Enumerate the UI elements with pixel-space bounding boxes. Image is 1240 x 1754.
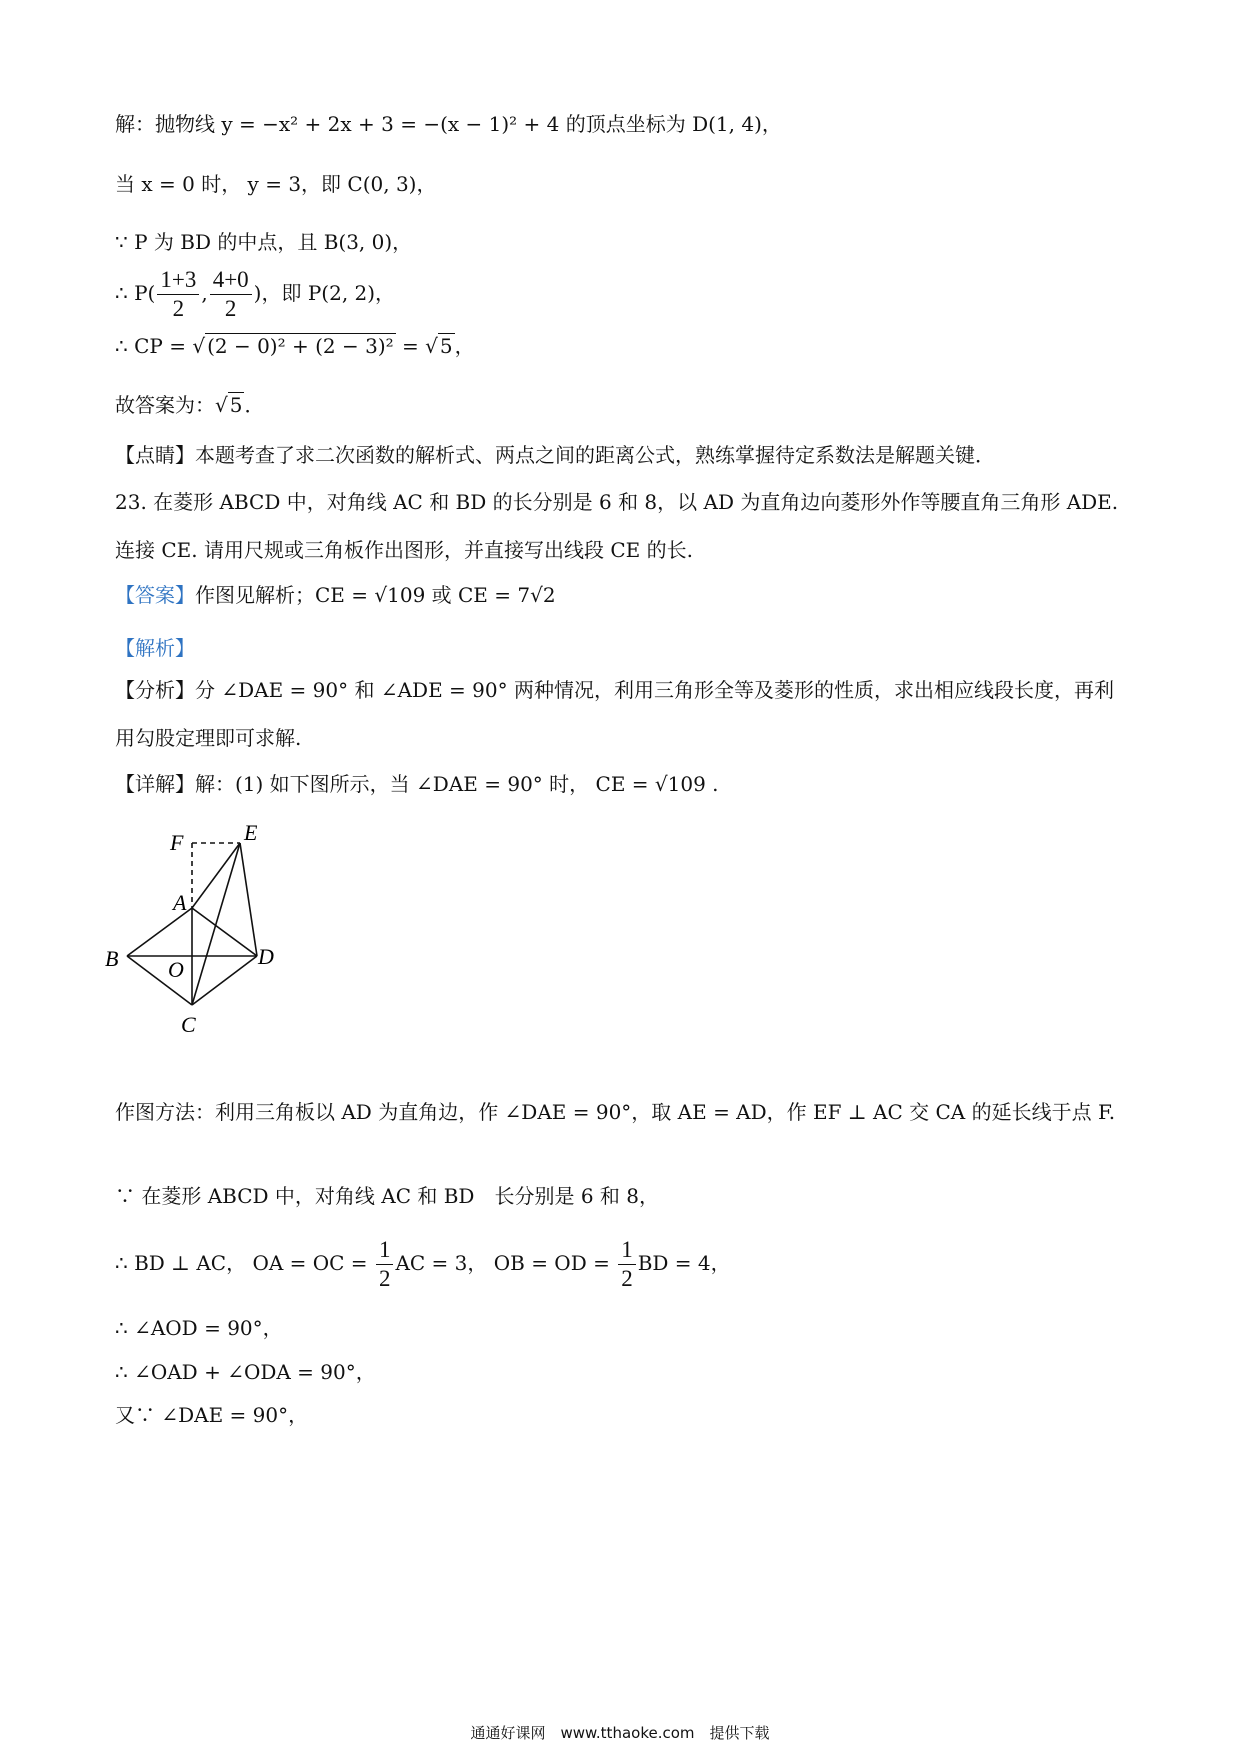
- fenxi-paragraph: 【分析】分 ∠DAE = 90° 和 ∠ADE = 90° 两种情况，利用三角形全等及菱形的性质，求出相应线段长度，再利用勾股定理即可求解.: [115, 678, 1114, 750]
- segment-ae: [192, 843, 240, 908]
- step-dae: 又∵ ∠DAE = 90°，: [115, 1403, 309, 1427]
- cp-prefix: ∴ CP =: [115, 334, 193, 358]
- analysis-tag: 【解析】: [115, 636, 195, 660]
- step-oad-oda: ∴ ∠OAD + ∠ODA = 90°，: [115, 1360, 376, 1384]
- half-fraction-2: [618, 1236, 636, 1293]
- fraction-y-num: 4+0: [210, 266, 252, 295]
- half-2-num: 1: [618, 1236, 636, 1265]
- p-prefix: ∴ P(: [115, 281, 156, 305]
- line-cp-length: ∴ CP = √ (2 − 0)² + (2 − 3)² = √ 5 ，: [115, 334, 475, 358]
- half-2-den: 2: [621, 1266, 633, 1291]
- line-vertex: 解：抛物线 y = −x² + 2x + 3 = −(x − 1)² + 4 的顶点坐标为 D(1, 4)，: [115, 112, 782, 136]
- half-fraction-1: [376, 1236, 394, 1293]
- s2-part-c: BD = 4，: [637, 1251, 731, 1275]
- method-paragraph: 作图方法：利用三角板以 AD 为直角边，作 ∠DAE = 90°，取 AE = AD，作 EF ⊥ AC 交 CA 的延长线于点 F.: [115, 1100, 1116, 1124]
- segment-cd: [192, 956, 257, 1005]
- line-answer-23: [115, 583, 556, 607]
- answer-text: 作图见解析；CE = √109 或 CE = 7√2: [195, 583, 556, 607]
- footer-source: 通通好课网 www.tthaoke.com 提供下载: [470, 1724, 770, 1742]
- label-a: A: [173, 890, 187, 915]
- segment-da: [192, 908, 257, 956]
- label-d: D: [258, 944, 274, 969]
- line-answer-22: 故答案为：√ 5 ．: [115, 393, 265, 417]
- ans22-prefix: 故答案为：: [115, 393, 215, 417]
- line-p-coords: ∴ P( $\frac{1+3}{2}$ , $\frac{4+0}{2}$ )，即 P(2, 2)，: [115, 267, 396, 321]
- s2-part-a: ∴ BD ⊥ AC， OA = OC =: [115, 1251, 374, 1275]
- segment-ed: [240, 843, 257, 956]
- step-perpendicular: [115, 1236, 731, 1293]
- label-o: O: [168, 957, 184, 982]
- answer-tag: 【答案】: [115, 583, 195, 607]
- rhombus-figure: [100, 810, 300, 1040]
- label-b: B: [105, 946, 119, 971]
- half-1-den: 2: [378, 1266, 391, 1291]
- line-p-midpoint: ∵ P 为 BD 的中点，且 B(3, 0)，: [115, 230, 413, 254]
- ans22-radicand: 5: [229, 393, 243, 417]
- fraction-x-den: 2: [172, 296, 185, 321]
- step-aod: ∴ ∠AOD = 90°，: [115, 1316, 283, 1340]
- p-suffix: )，即 P(2, 2)，: [253, 281, 396, 305]
- question-23: 23. 在菱形 ABCD 中，对角线 AC 和 BD 的长分别是 6 和 8，以 AD 为直角边向菱形外作等腰直角三角形 ADE. 连接 CE. 请用尺规或三角板作出图形，并直接写出线段 CE 的长.: [115, 490, 1119, 562]
- cp-result: 5: [439, 334, 453, 358]
- fraction-y-den: 2: [224, 296, 237, 321]
- ans22-suffix: ．: [244, 393, 265, 417]
- label-c: C: [181, 1012, 196, 1037]
- line-dianjing: 【点睛】本题考查了求二次函数的解析式、两点之间的距离公式，熟练掌握待定系数法是解题关键．: [115, 443, 995, 467]
- cp-equals: =: [395, 334, 426, 358]
- line-c-point: 当 x = 0 时， y = 3，即 C(0, 3)，: [115, 172, 437, 196]
- fraction-y: [210, 266, 252, 323]
- segment-ab: [127, 908, 192, 956]
- fraction-x: [157, 266, 199, 323]
- fraction-x-num: 1+3: [157, 266, 199, 295]
- step-given: ∵ 在菱形 ABCD 中，对角线 AC 和 BD 长分别是 6 和 8，: [115, 1184, 659, 1208]
- cp-radicand: (2 − 0)² + (2 − 3)²: [207, 334, 394, 358]
- segment-ce: [192, 843, 240, 1005]
- half-1-num: 1: [376, 1236, 394, 1265]
- label-f: F: [170, 830, 184, 855]
- cp-suffix: ，: [454, 334, 475, 358]
- s2-part-b: AC = 3， OB = OD =: [395, 1251, 617, 1275]
- xiangjie-line: 【详解】解：(1) 如下图所示，当 ∠DAE = 90° 时， CE = √109 .: [115, 772, 719, 796]
- label-e: E: [244, 820, 258, 845]
